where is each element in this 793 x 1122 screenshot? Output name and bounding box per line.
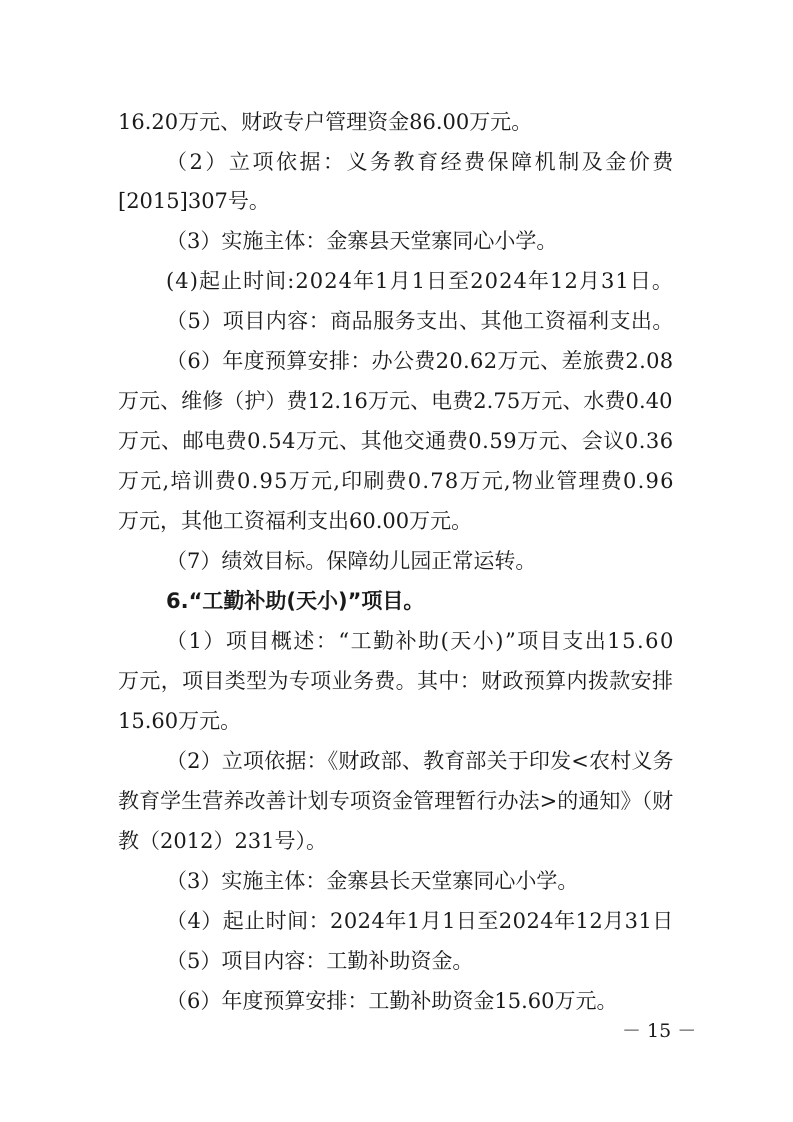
- text-line-17: （2）立项依据：《财政部、教育部关于印发<农村义务: [166, 749, 674, 773]
- text-line-20: （3）实施主体：金寨县长天堂寨同心小学。: [166, 869, 579, 893]
- text-line-15: 万元，项目类型为专项业务费。其中：财政预算内拨款安排: [118, 669, 674, 693]
- text-line-9: 万元、邮电费0.54万元、其他交通费0.59万元、会议0.36: [118, 429, 674, 453]
- text-line-10: 万元,培训费0.95万元,印刷费0.78万元,物业管理费0.96: [118, 469, 675, 493]
- text-line-16: 15.60万元。: [118, 709, 242, 733]
- text-line-5: (4)起止时间:2024年1月1日至2024年12月31日。: [166, 269, 674, 293]
- text-line-19: 教（2012）231号）。: [118, 829, 328, 853]
- text-line-23: （6）年度预算安排：工勤补助资金15.60万元。: [166, 989, 618, 1013]
- text-line-18: 教育学生营养改善计划专项资金管理暂行办法>的通知》（财: [118, 789, 674, 813]
- text-line-8: 万元、维修（护）费12.16万元、电费2.75万元、水费0.40: [118, 389, 673, 413]
- page-number: － 15 －: [622, 1020, 697, 1042]
- text-line-6: （5）项目内容：商品服务支出、其他工资福利支出。: [166, 309, 674, 333]
- text-line-14: （1）项目概述：“工勤补助(天小)”项目支出15.60: [166, 629, 675, 653]
- text-line-22: （5）项目内容：工勤补助资金。: [166, 949, 474, 973]
- text-line-7: （6）年度预算安排：办公费20.62万元、差旅费2.08: [166, 349, 674, 373]
- text-line-4: （3）实施主体：金寨县天堂寨同心小学。: [166, 229, 558, 253]
- section-heading: 6.“工勤补助(天小)”项目。: [166, 589, 425, 613]
- text-line-12: （7）绩效目标。保障幼儿园正常运转。: [166, 549, 537, 573]
- text-line-21: （4）起止时间：2024年1月1日至2024年12月31日: [166, 909, 674, 933]
- text-line-11: 万元，其他工资福利支出60.00万元。: [118, 509, 473, 533]
- text-line-3: [2015]307号。: [118, 189, 270, 213]
- text-line-2: （2）立项依据：义务教育经费保障机制及金价费: [166, 150, 676, 174]
- text-line-1: 16.20万元、财政专户管理资金86.00万元。: [118, 110, 533, 134]
